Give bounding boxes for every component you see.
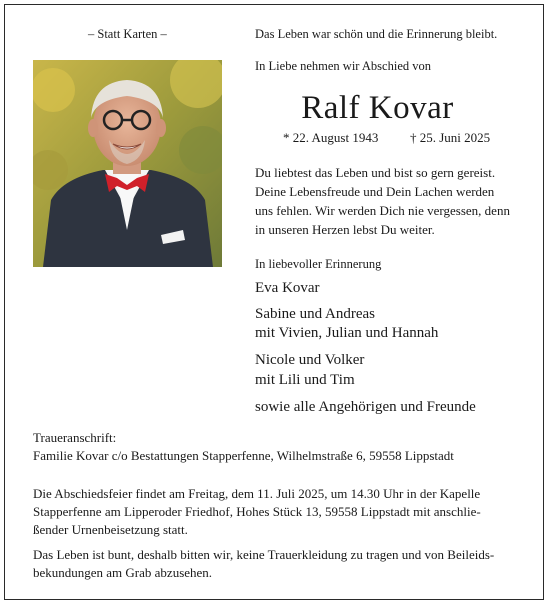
address-label: Traueranschrift: xyxy=(33,430,117,445)
remembrance-heading: In liebevoller Erinnerung xyxy=(255,257,382,271)
family-member: mit Vivien, Julian und Hannah xyxy=(255,325,439,341)
request-line: Das Leben ist bunt, deshalb bitten wir, keine Trauerkleidung zu tragen und von Beileids- xyxy=(33,547,495,562)
message-line: in unseren Herzen lebst Du weiter. xyxy=(255,222,435,237)
request-line: bekundungen am Grab abzusehen. xyxy=(33,565,213,580)
birth-date: * 22. August 1943 xyxy=(283,130,379,145)
family-member: Eva Kovar xyxy=(255,280,320,296)
quote: Das Leben war schön und die Erinnerung bleibt. xyxy=(255,27,498,41)
family-member: mit Lili und Tim xyxy=(255,372,355,388)
address-line: Familie Kovar c/o Bestattungen Stapperfenne, Wilhelmstraße 6, 59558 Lippstadt xyxy=(33,448,454,463)
message-line: Du liebtest das Leben und bist so gern gereist. xyxy=(255,165,496,180)
ceremony-line: ßender Urnenbeisetzung statt. xyxy=(33,522,188,537)
family-member: Sabine und Andreas xyxy=(255,306,375,322)
message-line: uns fehlen. Wir werden Dich nie vergessen, denn xyxy=(255,203,510,218)
intro-text: In Liebe nehmen wir Abschied von xyxy=(255,59,431,73)
family-member: Nicole und Volker xyxy=(255,352,365,368)
ceremony-line: Die Abschiedsfeier findet am Freitag, dem 11. Juli 2025, um 14.30 Uhr in der Kapelle xyxy=(33,486,481,501)
statt-karten-note: – Statt Karten – xyxy=(88,27,167,41)
portrait-photo xyxy=(33,60,222,267)
death-date: † 25. Juni 2025 xyxy=(410,130,491,145)
deceased-name: Ralf Kovar xyxy=(301,90,454,126)
ceremony-line: Stapperfenne am Lipperoder Friedhof, Hohes Stück 13, 59558 Lippstadt mit anschlie- xyxy=(33,504,481,519)
message-line: Deine Lebensfreude und Dein Lachen werden xyxy=(255,184,495,199)
family-member: sowie alle Angehörigen und Freunde xyxy=(255,399,476,415)
